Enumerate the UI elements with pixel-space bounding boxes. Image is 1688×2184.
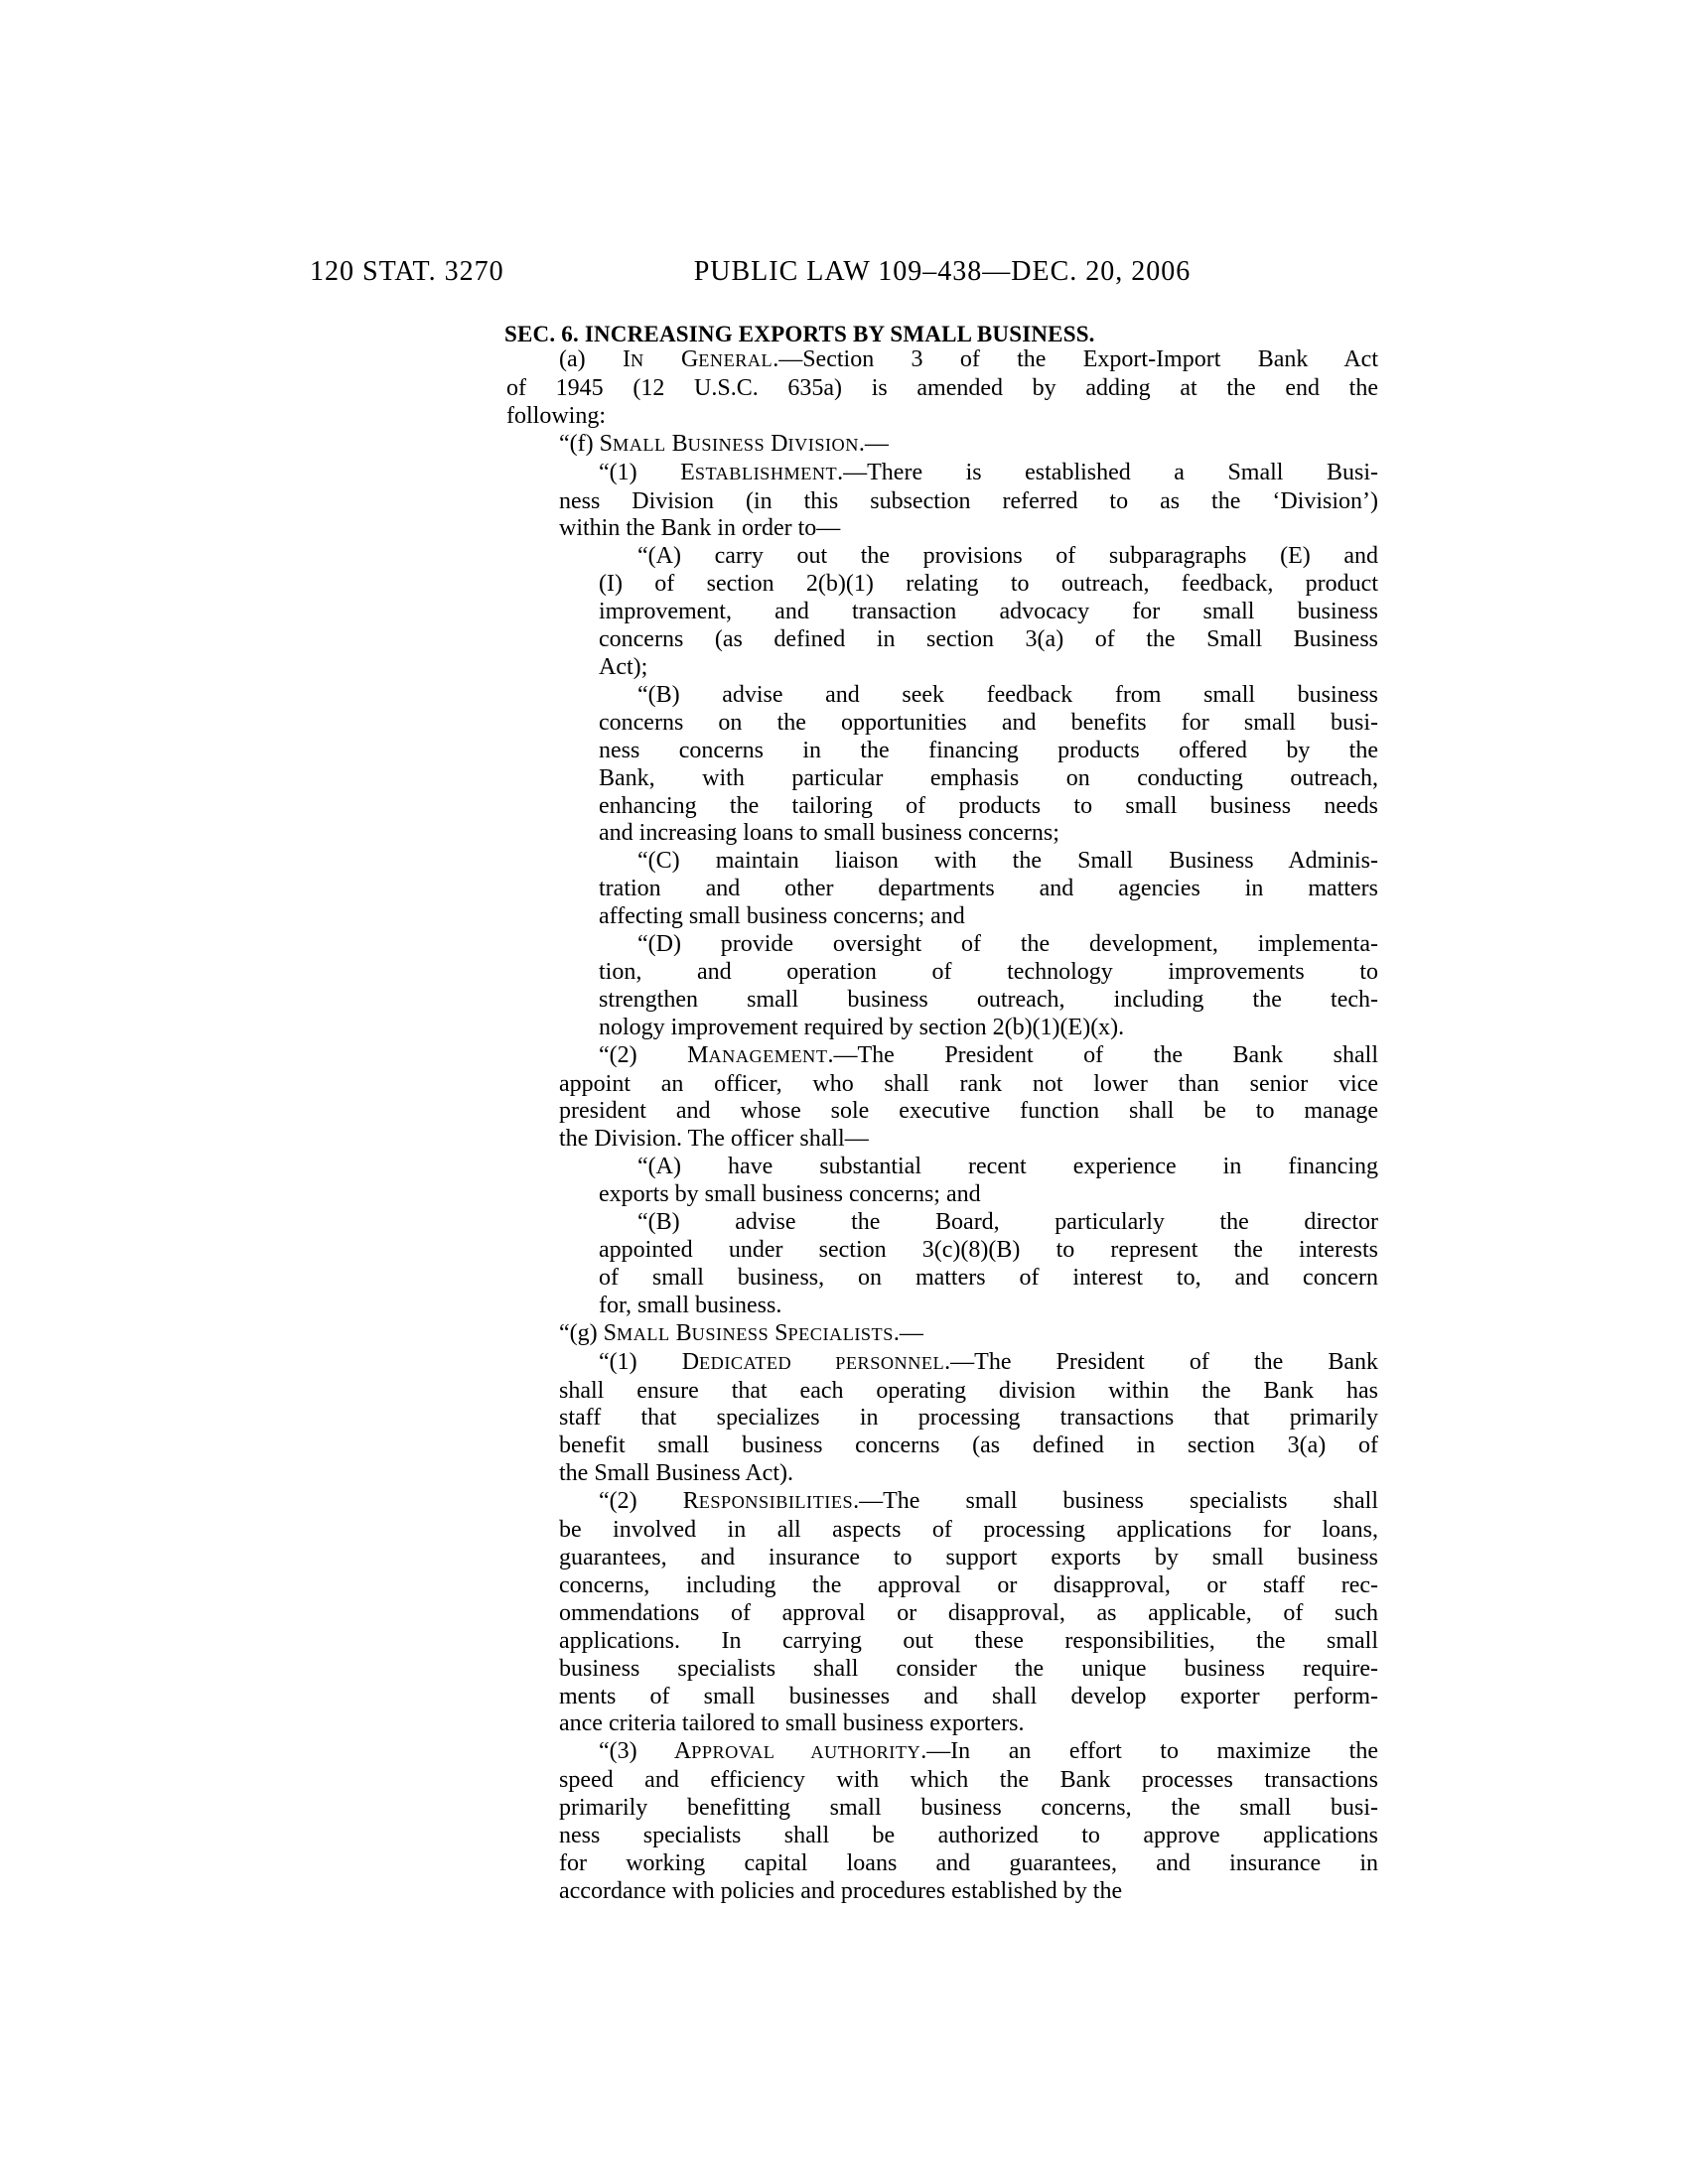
statute-line: (a) IN GENERAL.—Section 3 of the Export-Import Bank Act xyxy=(559,346,1378,372)
stat-page-number: 120 STAT. 3270 xyxy=(310,256,504,287)
statute-line: for working capital loans and guarantees, and insurance in xyxy=(559,1849,1378,1876)
small-caps-text: ESPONSIBILITIES xyxy=(698,1492,854,1513)
statute-line: nology improvement required by section 2(b)(1)(E)(x). xyxy=(599,1014,1125,1040)
statute-line: for, small business. xyxy=(599,1292,782,1318)
statute-line: exports by small business concerns; and xyxy=(599,1181,981,1208)
small-caps-text: IVISION xyxy=(787,434,859,455)
statute-line: strengthen small business outreach, including the tech- xyxy=(599,986,1378,1013)
statute-line: ommendations of approval or disapproval, as applicable, of such xyxy=(559,1599,1378,1626)
statute-line: accordance with policies and procedures established by the xyxy=(559,1877,1123,1904)
statute-line: appointed under section 3(c)(8)(B) to represent the interests xyxy=(599,1237,1378,1263)
statute-line: within the Bank in order to— xyxy=(559,515,841,542)
statute-line: concerns on the opportunities and benefits for small busi- xyxy=(599,709,1378,736)
law-title: PUBLIC LAW 109–438—DEC. 20, 2006 xyxy=(693,256,1192,287)
statute-line: “(A) have substantial recent experience in financing xyxy=(637,1154,1378,1180)
statute-line: be involved in all aspects of processing applications for loans, xyxy=(559,1517,1378,1544)
statute-line: president and whose sole executive function shall be to manage xyxy=(559,1098,1378,1125)
small-caps-text: USINESS xyxy=(691,1323,770,1344)
small-caps-text: ANAGEMENT xyxy=(708,1045,828,1066)
small-caps-text: MALL xyxy=(612,434,666,455)
statute-line: tion, and operation of technology improvements to xyxy=(599,958,1378,985)
statute-line: “(B) advise the Board, particularly the director xyxy=(637,1209,1378,1236)
statute-line: ments of small businesses and shall develop exporter perform- xyxy=(559,1683,1378,1709)
statute-line: concerns, including the approval or disapproval, or staff rec- xyxy=(559,1571,1378,1598)
statute-line: “(f) SMALL BUSINESS DIVISION.— xyxy=(559,430,889,457)
section-heading: SEC. 6. INCREASING EXPORTS BY SMALL BUSINESS. xyxy=(504,322,1095,346)
small-caps-text: N xyxy=(630,350,644,370)
statute-line: of 1945 (12 U.S.C. 635a) is amended by adding at the end the xyxy=(506,374,1378,401)
small-caps-text: ENERAL xyxy=(698,350,774,370)
small-caps-text: PECIALISTS xyxy=(787,1323,894,1344)
statute-line: ness concerns in the financing products offered by the xyxy=(599,737,1378,763)
statute-line: guarantees, and insurance to support exports by small business xyxy=(559,1544,1378,1570)
statute-line: ness specialists shall be authorized to approve applications xyxy=(559,1823,1378,1849)
statute-line: the Division. The officer shall— xyxy=(559,1126,869,1153)
statute-line: shall ensure that each operating division within the Bank has xyxy=(559,1377,1378,1404)
statute-line: “(A) carry out the provisions of subparagraphs (E) and xyxy=(637,543,1378,570)
statute-line: concerns (as defined in section 3(a) of the Small Business xyxy=(599,626,1378,653)
statute-line: “(C) maintain liaison with the Small Business Adminis- xyxy=(637,848,1378,875)
statute-line: “(B) advise and seek feedback from small business xyxy=(637,681,1378,708)
small-caps-text: EDICATED PERSONNEL xyxy=(699,1352,945,1373)
statute-line: “(D) provide oversight of the development, implementa- xyxy=(637,931,1378,958)
statute-line: “(2) RESPONSIBILITIES.—The small business specialists shall xyxy=(599,1488,1378,1515)
statute-line: business specialists shall consider the unique business require- xyxy=(559,1655,1378,1682)
statute-line: “(1) DEDICATED PERSONNEL.—The President of the Bank xyxy=(599,1348,1379,1375)
statute-line: staff that specializes in processing transactions that primarily xyxy=(559,1405,1378,1432)
statute-line: appoint an officer, who shall rank not lower than senior vice xyxy=(559,1070,1378,1097)
statute-line: affecting small business concerns; and xyxy=(599,903,965,930)
statute-line: “(1) ESTABLISHMENT.—There is established a Small Busi- xyxy=(599,459,1378,485)
statute-line: benefit small business concerns (as defined in section 3(a) of xyxy=(559,1433,1378,1459)
statute-line: Act); xyxy=(599,653,648,680)
small-caps-text: STABLISHMENT xyxy=(694,463,838,483)
statute-line: ance criteria tailored to small business exporters. xyxy=(559,1710,1025,1737)
statute-line: “(3) APPROVAL AUTHORITY.—In an effort to maximize the xyxy=(599,1738,1378,1765)
small-caps-text: PPROVAL AUTHORITY xyxy=(691,1742,921,1763)
statute-line: improvement, and transaction advocacy for small business xyxy=(599,599,1378,625)
small-caps-text: USINESS xyxy=(687,434,766,455)
statute-line: ness Division (in this subsection referred to as the ‘Division’) xyxy=(559,487,1378,514)
small-caps-text: MALL xyxy=(616,1323,670,1344)
statute-line: speed and efficiency with which the Bank processes transactions xyxy=(559,1767,1378,1794)
statute-line: Bank, with particular emphasis on conducting outreach, xyxy=(599,764,1378,791)
statute-line: of small business, on matters of interest to, and concern xyxy=(599,1264,1378,1291)
statute-body xyxy=(506,346,1378,1906)
statute-line: and increasing loans to small business concerns; xyxy=(599,820,1059,847)
statute-line: “(g) SMALL BUSINESS SPECIALISTS.— xyxy=(559,1319,923,1346)
statute-line: “(2) MANAGEMENT.—The President of the Bank shall xyxy=(599,1041,1378,1068)
statute-line: (I) of section 2(b)(1) relating to outreach, feedback, product xyxy=(599,571,1378,598)
statute-line: the Small Business Act). xyxy=(559,1460,793,1487)
statute-line: applications. In carrying out these responsibilities, the small xyxy=(559,1627,1378,1654)
statute-line: tration and other departments and agencies in matters xyxy=(599,876,1378,902)
statute-line: enhancing the tailoring of products to small business needs xyxy=(599,792,1378,819)
statute-line: primarily benefitting small business concerns, the small busi- xyxy=(559,1795,1378,1822)
statute-line: following: xyxy=(506,402,606,429)
